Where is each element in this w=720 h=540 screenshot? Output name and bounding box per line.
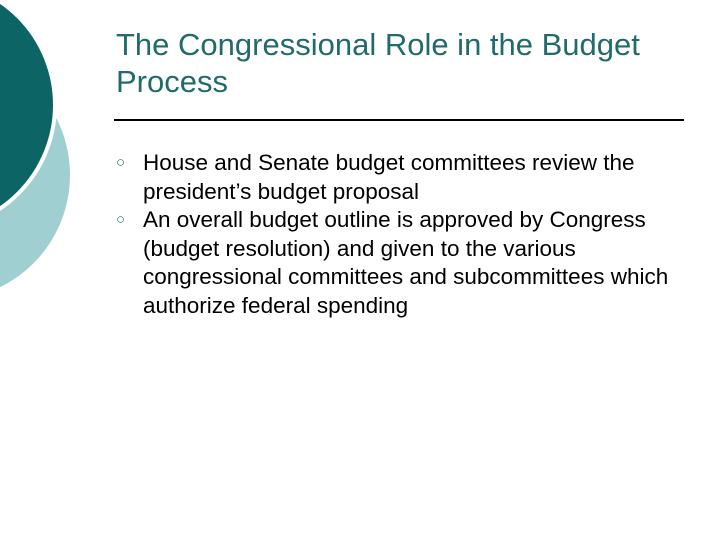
hollow-circle-bullet-icon [116,206,143,235]
title-divider [114,119,684,121]
bullet-item [116,149,686,206]
hollow-circle-bullet-icon [116,149,143,178]
bullet-item [116,206,686,320]
decorative-circles [0,0,110,300]
bullet-list [116,149,686,320]
slide-title: The Congressional Role in the Budget Process [116,27,640,99]
bullet-text: An overall budget outline is approved by Congress (budget resolution) and given to the various congressional committees and subcommittees which authorize federal spending [143,207,669,318]
bullet-text: House and Senate budget committees review the president’s budget proposal [143,150,635,204]
